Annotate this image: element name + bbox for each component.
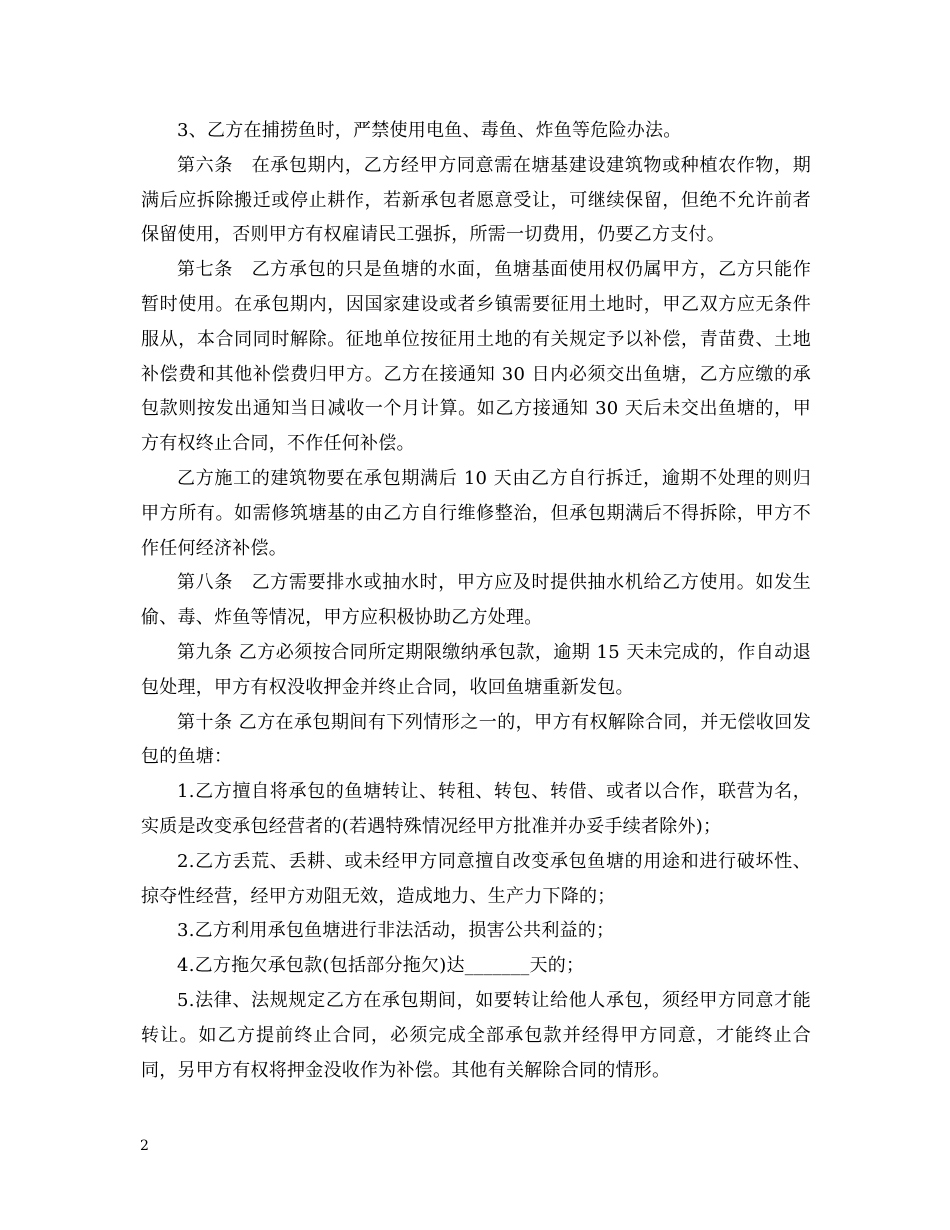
paragraph-article-8: 第八条 乙方需要排水或抽水时，甲方应及时提供抽水机给乙方使用。如发生偷、毒、炸鱼等情况，甲方应积极协助乙方处理。: [141, 572, 811, 629]
paragraph-article-7: 第七条 乙方承包的只是鱼塘的水面，鱼塘基面使用权仍属甲方，乙方只能作暂时使用。在承包期内，因国家建设或者乡镇需要征用土地时，甲乙双方应无条件服从，本合同同时解除。征地单位按征用土地的有关规定予以补偿，青苗费、土地补偿费和其他补偿费归甲方。乙方在接通知 30 日内必须交出鱼塘，乙方应缴的承包款则按发出通知当日减收一个月计算。如乙方接通知 30 天后未交出鱼塘的，甲方有权终止合同，不作任何补偿。: [141, 259, 811, 455]
page-number: 2: [140, 1138, 149, 1154]
document-body: [141, 114, 811, 1088]
list-item-3: 3.乙方利用承包鱼塘进行非法活动，损害公共利益的；: [177, 920, 615, 942]
list-item-4: 4.乙方拖欠承包款(包括部分拖欠)达_______天的；: [177, 955, 585, 977]
paragraph-article-10: 第十条 乙方在承包期间有下列情形之一的，甲方有权解除合同，并无偿收回发包的鱼塘：: [141, 711, 811, 768]
paragraph-article-9: 第九条 乙方必须按合同所定期限缴纳承包款，逾期 15 天未完成的，作自动退包处理，甲方有权没收押金并终止合同，收回鱼塘重新发包。: [141, 641, 811, 698]
paragraph-construction: 乙方施工的建筑物要在承包期满后 10 天由乙方自行拆迁，逾期不处理的则归甲方所有。如需修筑塘基的由乙方自行维修整治，但承包期满后不得拆除，甲方不作任何经济补偿。: [141, 467, 811, 559]
paragraph-article-6: 第六条 在承包期内，乙方经甲方同意需在塘基建设建筑物或种植农作物，期满后应拆除搬迁或停止耕作，若新承包者愿意受让，可继续保留，但绝不允许前者保留使用，否则甲方有权雇请民工强拆，所需一切费用，仍要乙方支付。: [141, 154, 811, 246]
list-item-5: 5.法律、法规规定乙方在承包期间，如要转让给他人承包，须经甲方同意才能转让。如乙方提前终止合同，必须完成全部承包款并经得甲方同意，才能终止合同，另甲方有权将押金没收作为补偿。其他有关解除合同的情形。: [141, 989, 811, 1081]
list-item-2: 2.乙方丢荒、丢耕、或未经甲方同意擅自改变承包鱼塘的用途和进行破坏性、掠夺性经营，经甲方劝阻无效，造成地力、生产力下降的；: [141, 850, 811, 907]
list-item-1: 1.乙方擅自将承包的鱼塘转让、转租、转包、转借、或者以合作，联营为名，实质是改变承包经营者的(若遇特殊情况经甲方批准并办妥手续者除外)；: [141, 781, 811, 837]
paragraph-clause-3: 3、乙方在捕捞鱼时，严禁使用电鱼、毒鱼、炸鱼等危险办法。: [177, 120, 682, 141]
